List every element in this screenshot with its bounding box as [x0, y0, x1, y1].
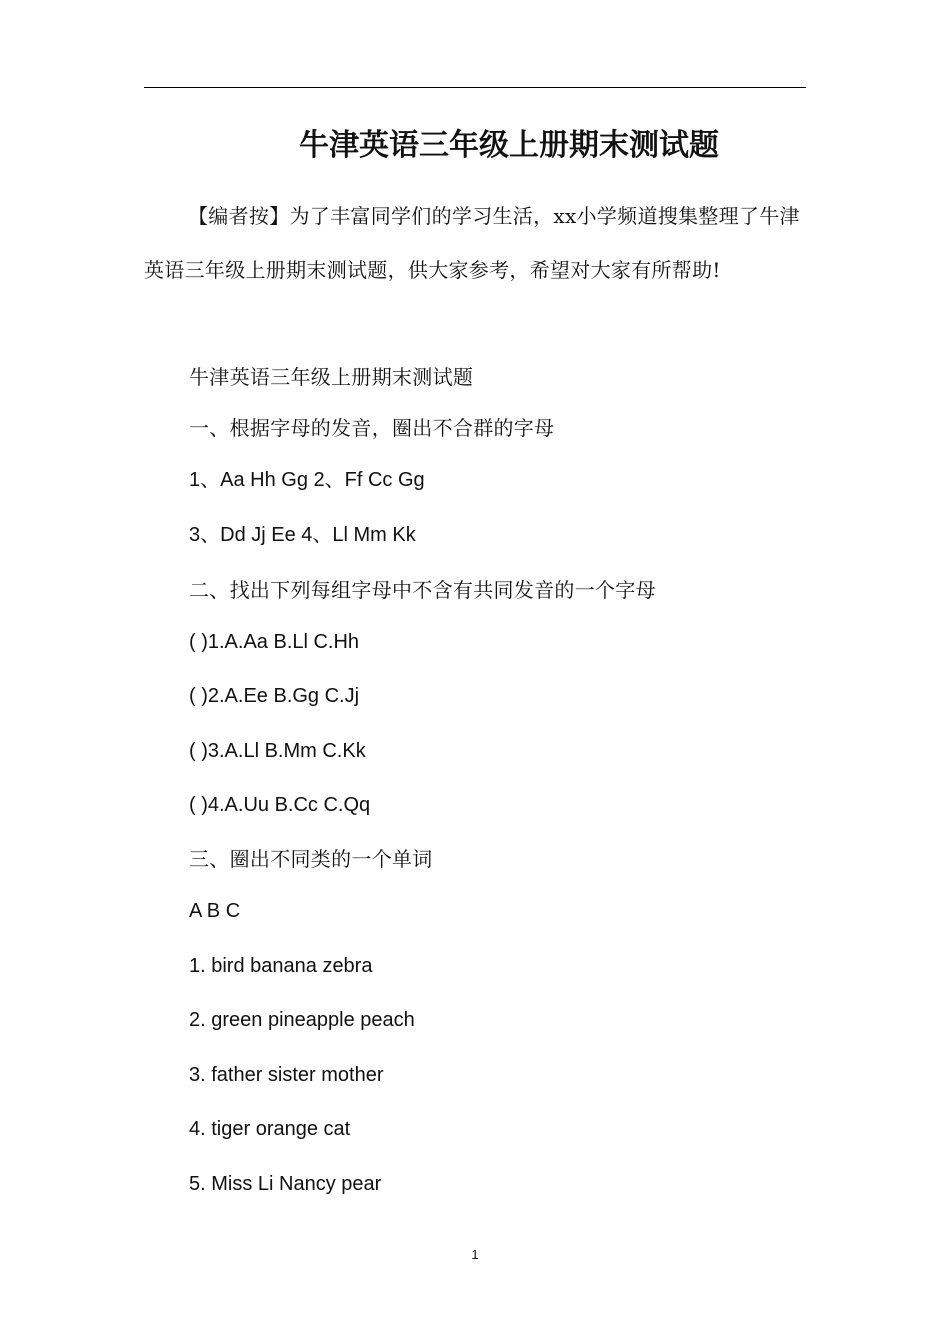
section-3-heading: 三、圈出不同类的一个单词: [189, 847, 433, 871]
section-3-item: 5. Miss Li Nancy pear: [189, 1173, 382, 1195]
section-3-item: 4. tiger orange cat: [189, 1118, 351, 1140]
header-rule: [144, 87, 806, 88]
editor-note-paragraph: 【编者按】为了丰富同学们的学习生活，xx小学频道搜集整理了牛津英语三年级上册期末测试题，供大家参考，希望对大家有所帮助!: [144, 204, 800, 282]
section-3-item: 1. bird banana zebra: [189, 955, 373, 977]
section-2-question: ( )4.A.Uu B.Cc C.Qq: [189, 794, 371, 816]
subtitle: 牛津英语三年级上册期末测试题: [189, 365, 474, 389]
section-3-item: 3. father sister mother: [189, 1064, 384, 1086]
document-title: 牛津英语三年级上册期末测试题: [299, 128, 719, 163]
section-3-column-header: A B C: [189, 900, 241, 922]
section-2-question: ( )1.A.Aa B.Ll C.Hh: [189, 631, 360, 653]
section-2-heading: 二、找出下列每组字母中不含有共同发音的一个字母: [189, 578, 656, 602]
page-number: 1: [471, 1247, 479, 1262]
section-1-heading: 一、根据字母的发音，圈出不合群的字母: [189, 416, 555, 440]
section-3-item: 2. green pineapple peach: [189, 1009, 415, 1031]
section-2-question: ( )2.A.Ee B.Gg C.Jj: [189, 685, 360, 707]
section-1-line: 1、Aa Hh Gg 2、Ff Cc Gg: [189, 469, 425, 491]
section-2-question: ( )3.A.Ll B.Mm C.Kk: [189, 740, 366, 762]
section-1-line: 3、Dd Jj Ee 4、Ll Mm Kk: [189, 524, 416, 546]
